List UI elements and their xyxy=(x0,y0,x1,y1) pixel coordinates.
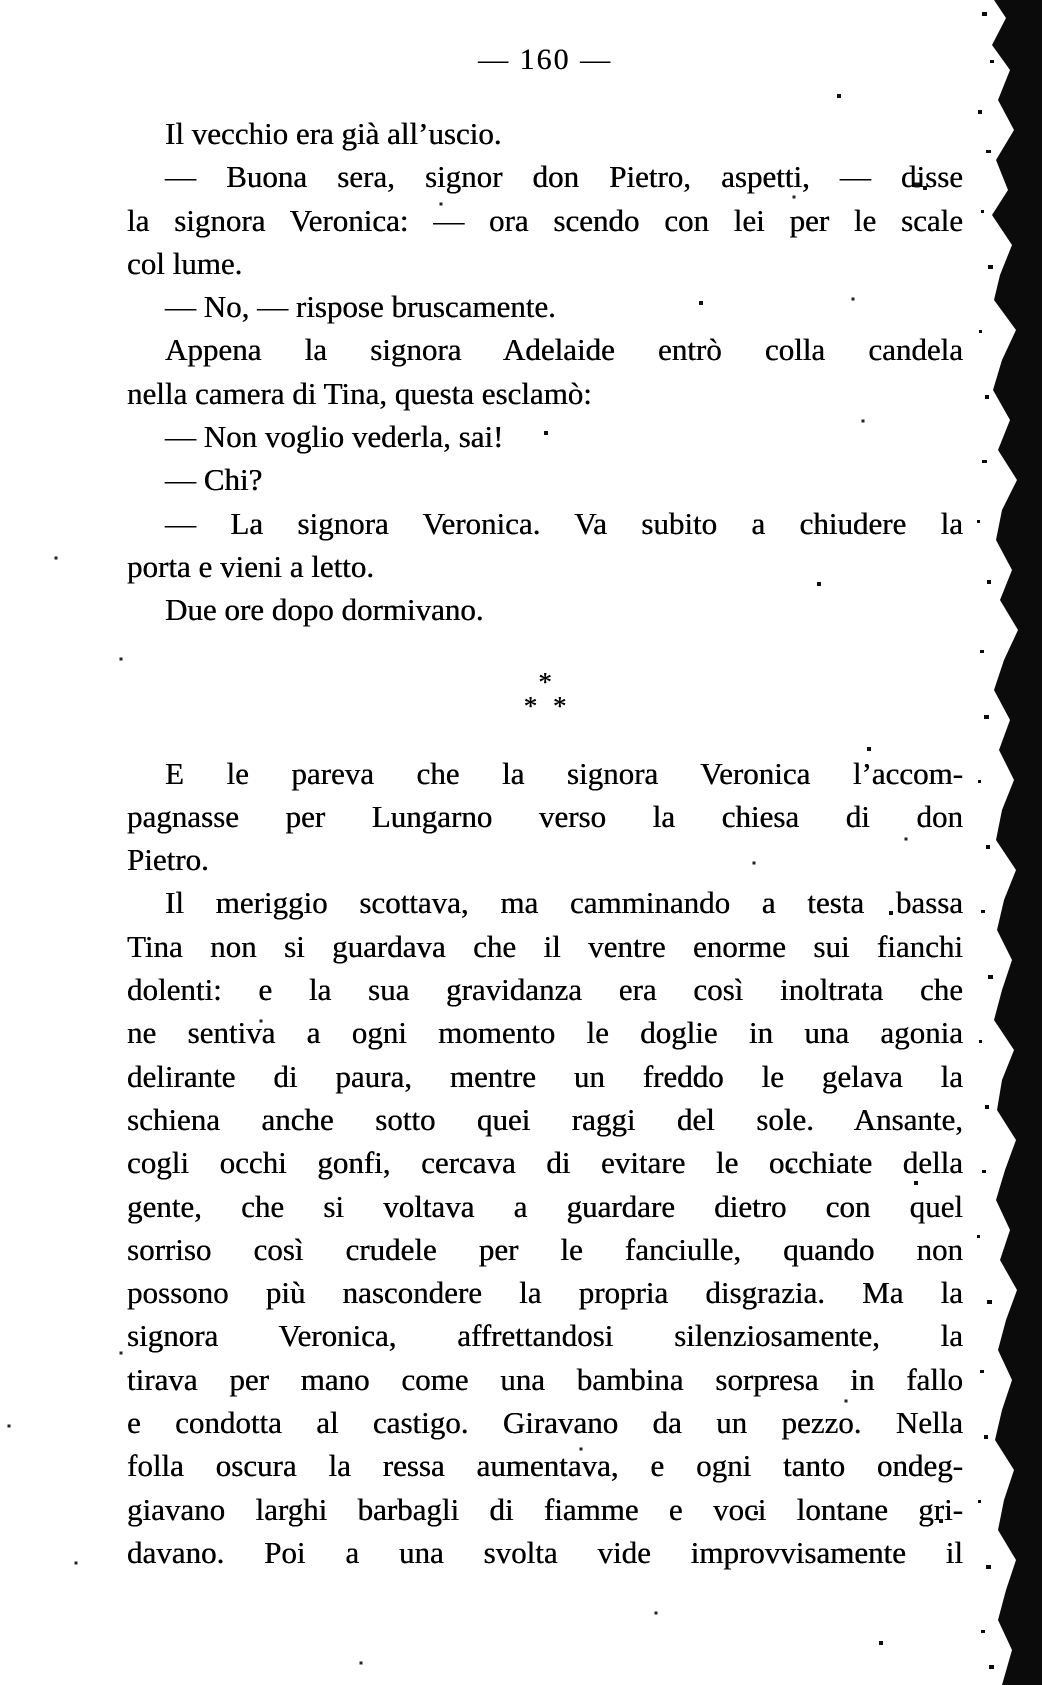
text-line: Il meriggio scottava, ma camminando a testa bassa xyxy=(165,885,963,921)
paragraph xyxy=(127,155,963,285)
paragraph xyxy=(127,328,963,415)
text-line: col lume. xyxy=(127,245,243,281)
text-line: Appena la signora Adelaide entrò colla candela xyxy=(165,332,963,368)
text-line: cogli occhi gonfi, cercava di evitare le occhiate della xyxy=(127,1145,963,1181)
text-line: Il vecchio era già all’uscio. xyxy=(165,116,502,151)
asterism-bottom-stars: * * xyxy=(523,690,567,721)
text-line: — La signora Veronica. Va subito a chiudere la xyxy=(165,505,963,541)
paragraph xyxy=(127,752,963,882)
text-line: schiena anche sotto quei raggi del sole. Ansante, xyxy=(127,1101,963,1137)
text-line: dolenti: e la sua gravidanza era così inoltrata che xyxy=(127,972,963,1008)
scan-edge-speckles xyxy=(977,12,994,1669)
text-line: possono più nascondere la propria disgrazia. Ma la xyxy=(127,1275,963,1311)
asterism-top-star: * xyxy=(538,666,552,697)
paragraph xyxy=(127,458,963,501)
text-line: pagnasse per Lungarno verso la chiesa di don xyxy=(127,798,963,834)
text-line: giavano larghi barbagli di fiamme e voci lontane gri- xyxy=(127,1491,963,1527)
text-line: Due ore dopo dormivano. xyxy=(165,592,484,628)
text-line: E le pareva che la signora Veronica l’accom- xyxy=(165,755,963,791)
text-line: tirava per mano come una bambina sorpresa in fallo xyxy=(127,1361,963,1397)
text-line: gente, che si voltava a guardare dietro con quel xyxy=(127,1188,963,1224)
text-column xyxy=(127,44,963,1574)
text-line: la signora Veronica: — ora scendo con lei per le scale xyxy=(127,202,963,238)
page-number: — 160 — xyxy=(478,43,612,76)
text-line: sorriso così crudele per le fanciulle, quando non xyxy=(127,1231,963,1267)
text-line: — Chi? xyxy=(165,462,263,498)
text-line: e condotta al castigo. Giravano da un pezzo. Nella xyxy=(127,1405,963,1441)
paragraph xyxy=(127,502,963,589)
text-line: ne sentiva a ogni momento le doglie in una agonia xyxy=(127,1015,963,1051)
section-break-asterism xyxy=(127,666,963,721)
text-line: signora Veronica, affrettandosi silenziosamente, la xyxy=(127,1318,963,1354)
scan-gutter-edge xyxy=(972,0,1042,1685)
paragraph xyxy=(127,285,963,328)
paragraph xyxy=(127,415,963,458)
text-line: Pietro. xyxy=(127,842,209,878)
text-line: delirante di paura, mentre un freddo le gelava la xyxy=(127,1058,963,1094)
paragraph xyxy=(127,112,963,155)
text-line: — No, — rispose bruscamente. xyxy=(165,289,556,325)
paragraph xyxy=(127,881,963,1574)
text-line: — Buona sera, signor don Pietro, aspetti, — disse xyxy=(165,159,963,195)
text-line: — Non voglio vederla, sai! xyxy=(165,419,504,455)
scan-noise-specks xyxy=(0,0,2,2)
text-line: porta e vieni a letto. xyxy=(127,548,375,584)
text-line: davano. Poi a una svolta vide improvvisamente il xyxy=(127,1534,963,1570)
text-line: Tina non si guardava che il ventre enorme sui fianchi xyxy=(127,928,963,964)
paragraph xyxy=(127,588,963,631)
text-line: folla oscura la ressa aumentava, e ogni tanto ondeg- xyxy=(127,1448,963,1484)
text-line: nella camera di Tina, questa esclamò: xyxy=(127,375,592,411)
